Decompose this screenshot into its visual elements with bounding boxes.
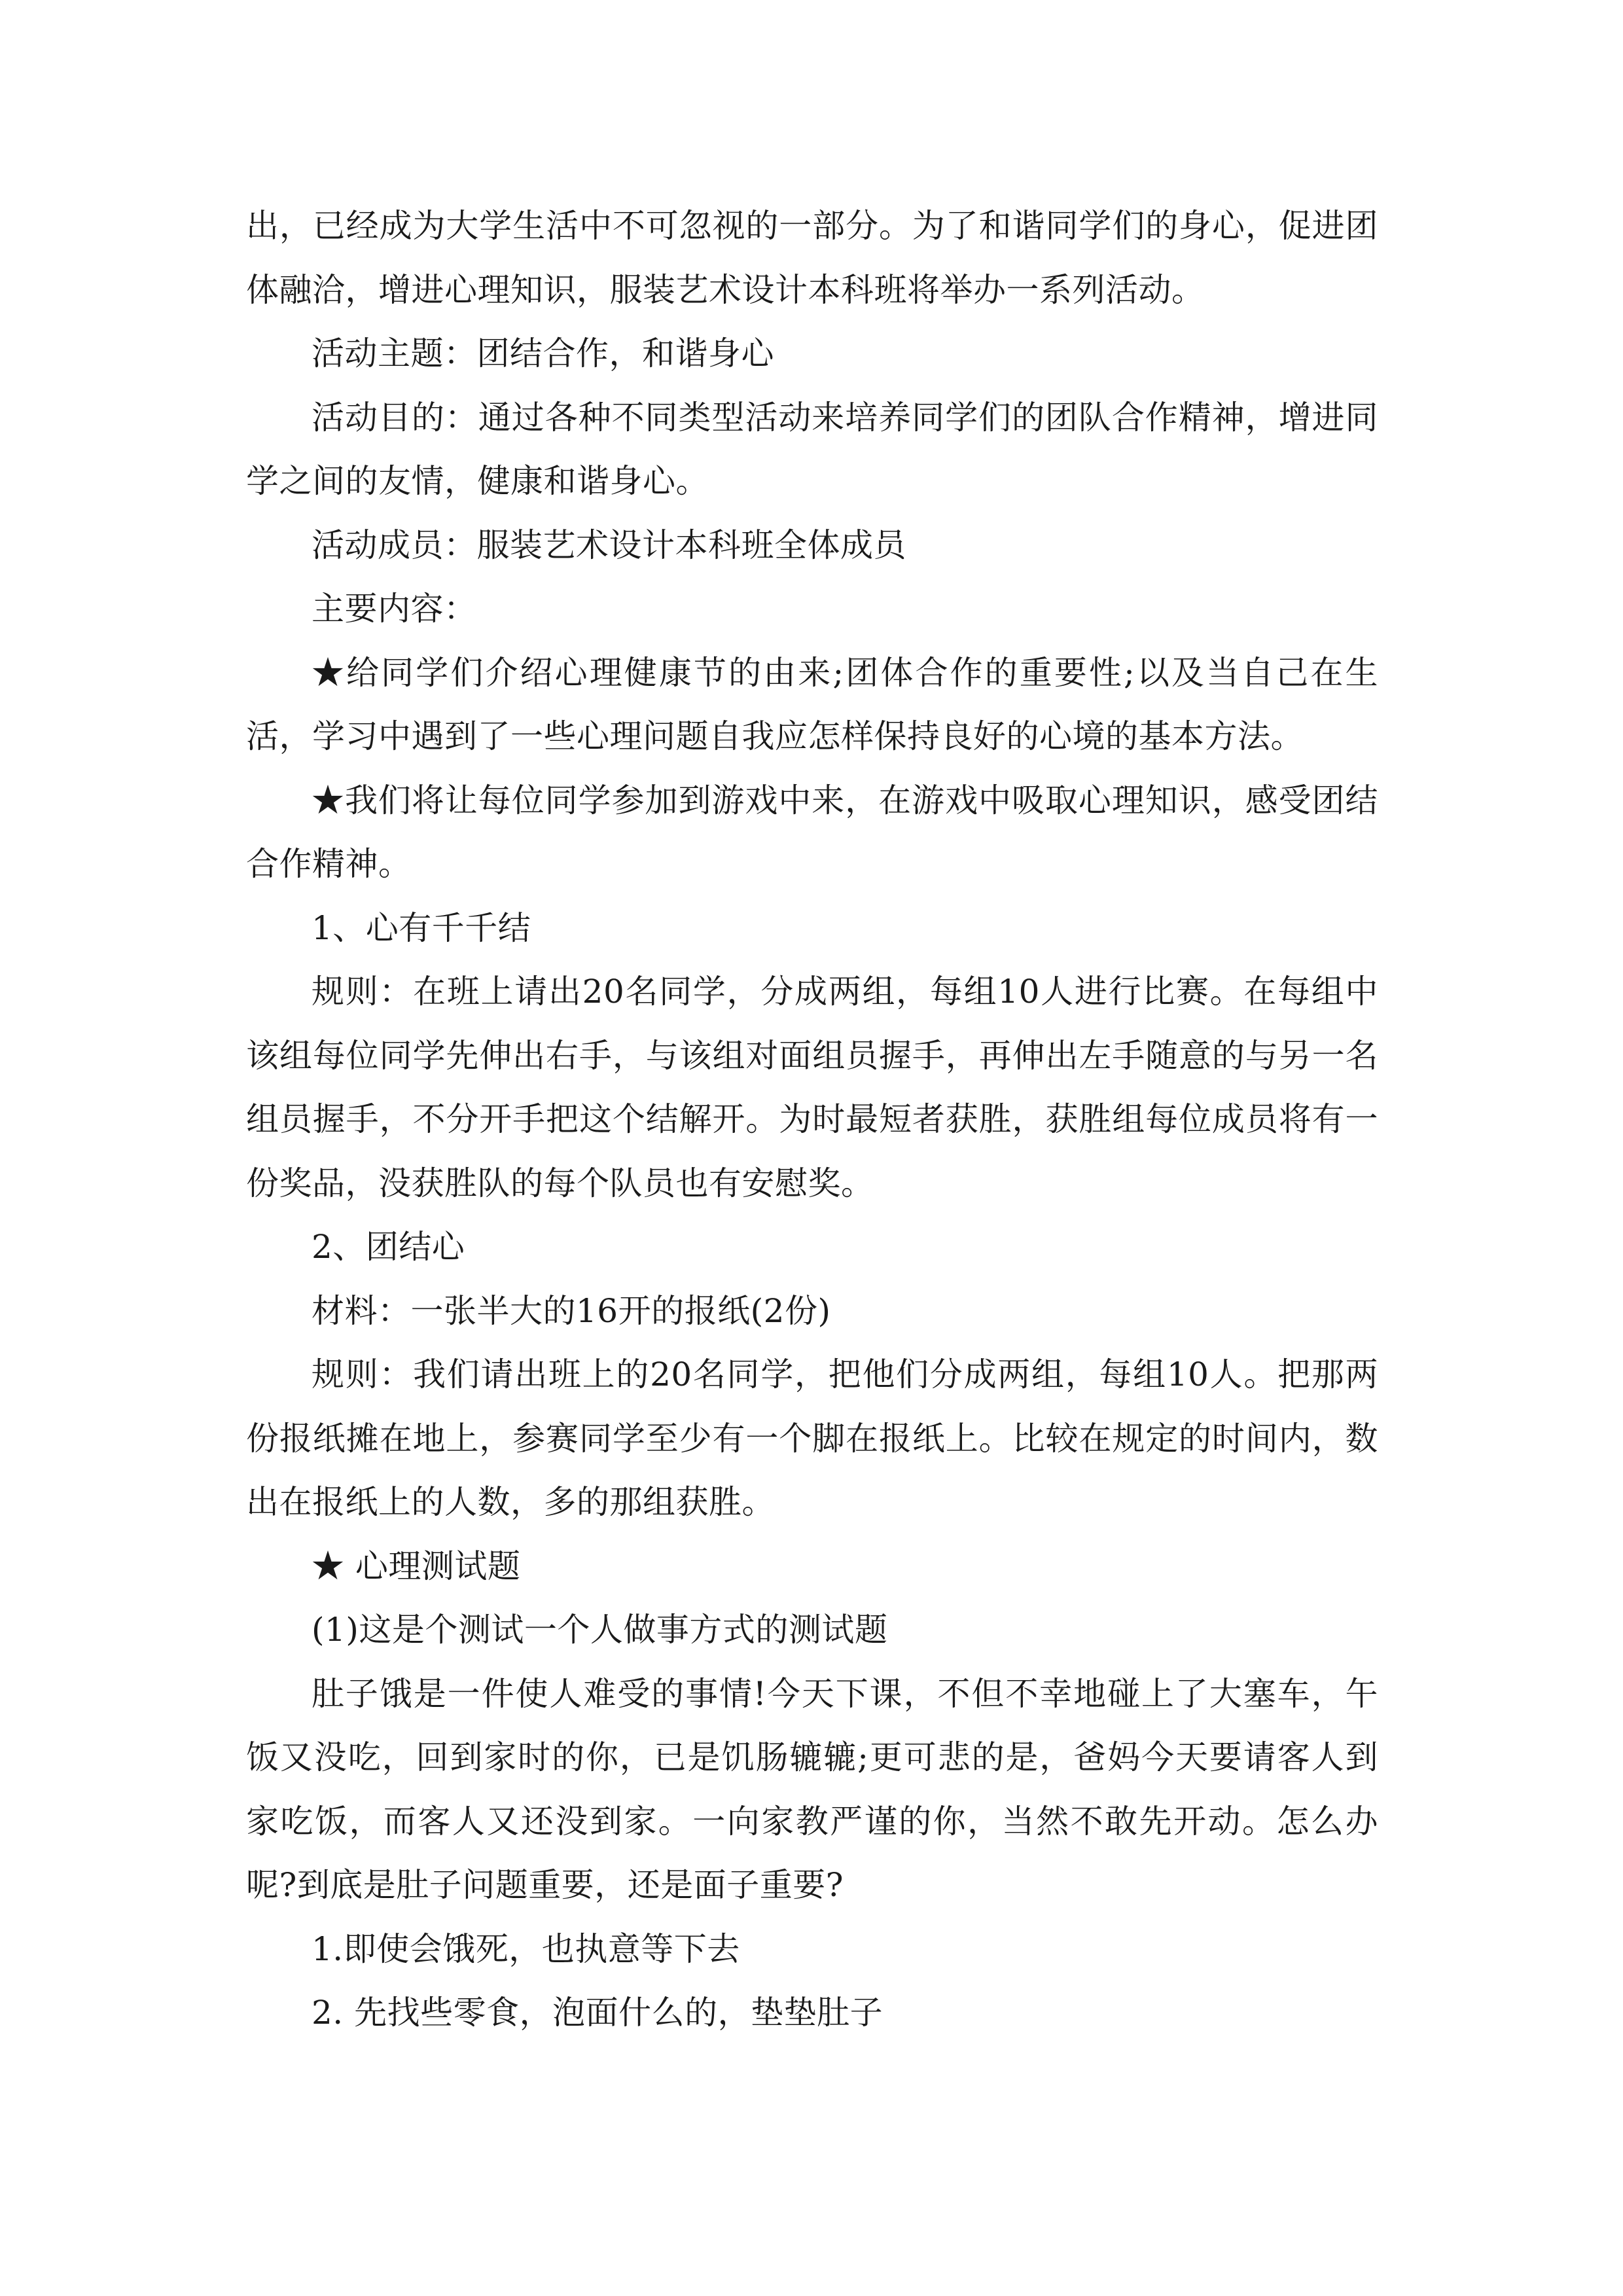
paragraph-test-1-scenario: 肚子饿是一件使人难受的事情!今天下课，不但不幸地碰上了大塞车，午饭又没吃，回到家时的你，已是饥肠辘辘;更可悲的是，爸妈今天要请客人到家吃饭，而客人又还没到家。一向家教严谨的你，当然不敢先开动。怎么办呢?到底是肚子问题重要，还是面子重要? bbox=[246, 1674, 1378, 1904]
document-body bbox=[246, 194, 1378, 2045]
paragraph-game1-rules: 规则：在班上请出20名同学，分成两组，每组10人进行比赛。在每组中该组每位同学先伸出右手，与该组对面组员握手，再伸出左手随意的与另一名组员握手，不分开手把这个结解开。为时最短者获胜，获胜组每位成员将有一份奖品，没获胜队的每个队员也有安慰奖。 bbox=[246, 973, 1378, 1202]
paragraph-bullet-games: ★我们将让每位同学参加到游戏中来，在游戏中吸取心理知识，感受团结合作精神。 bbox=[246, 781, 1378, 883]
paragraph-test-heading: ★ 心理测试题 bbox=[312, 1547, 521, 1585]
paragraph-game2-rules: 规则：我们请出班上的20名同学，把他们分成两组，每组10人。把那两份报纸摊在地上，参赛同学至少有一个脚在报纸上。比较在规定的时间内，数出在报纸上的人数，多的那组获胜。 bbox=[246, 1355, 1378, 1521]
paragraph-test-1-title: (1)这是个测试一个人做事方式的测试题 bbox=[312, 1611, 888, 1649]
paragraph-main-content-heading: 主要内容： bbox=[312, 590, 477, 628]
paragraph-theme: 活动主题：团结合作，和谐身心 bbox=[312, 334, 774, 372]
paragraph-purpose: 活动目的：通过各种不同类型活动来培养同学们的团队合作精神，增进同学之间的友情，健康和谐身心。 bbox=[246, 398, 1378, 500]
paragraph-members: 活动成员：服装艺术设计本科班全体成员 bbox=[312, 526, 906, 564]
paragraph-game1-title: 1、心有千千结 bbox=[312, 908, 531, 947]
paragraph-game2-title: 2、团结心 bbox=[312, 1228, 465, 1266]
paragraph-game2-materials: 材料：一张半大的16开的报纸(2份) bbox=[312, 1291, 831, 1330]
paragraph-intro: 出，已经成为大学生活中不可忽视的一部分。为了和谐同学们的身心，促进团体融洽，增进心理知识，服装艺术设计本科班将举办一系列活动。 bbox=[246, 207, 1378, 309]
paragraph-option-2: 2. 先找些零食，泡面什么的，垫垫肚子 bbox=[312, 1994, 883, 2032]
paragraph-bullet-intro: ★给同学们介绍心理健康节的由来;团体合作的重要性;以及当自己在生活，学习中遇到了一些心理问题自我应怎样保持良好的心境的基本方法。 bbox=[246, 653, 1378, 755]
paragraph-option-1: 1.即使会饿死，也执意等下去 bbox=[312, 1929, 740, 1968]
